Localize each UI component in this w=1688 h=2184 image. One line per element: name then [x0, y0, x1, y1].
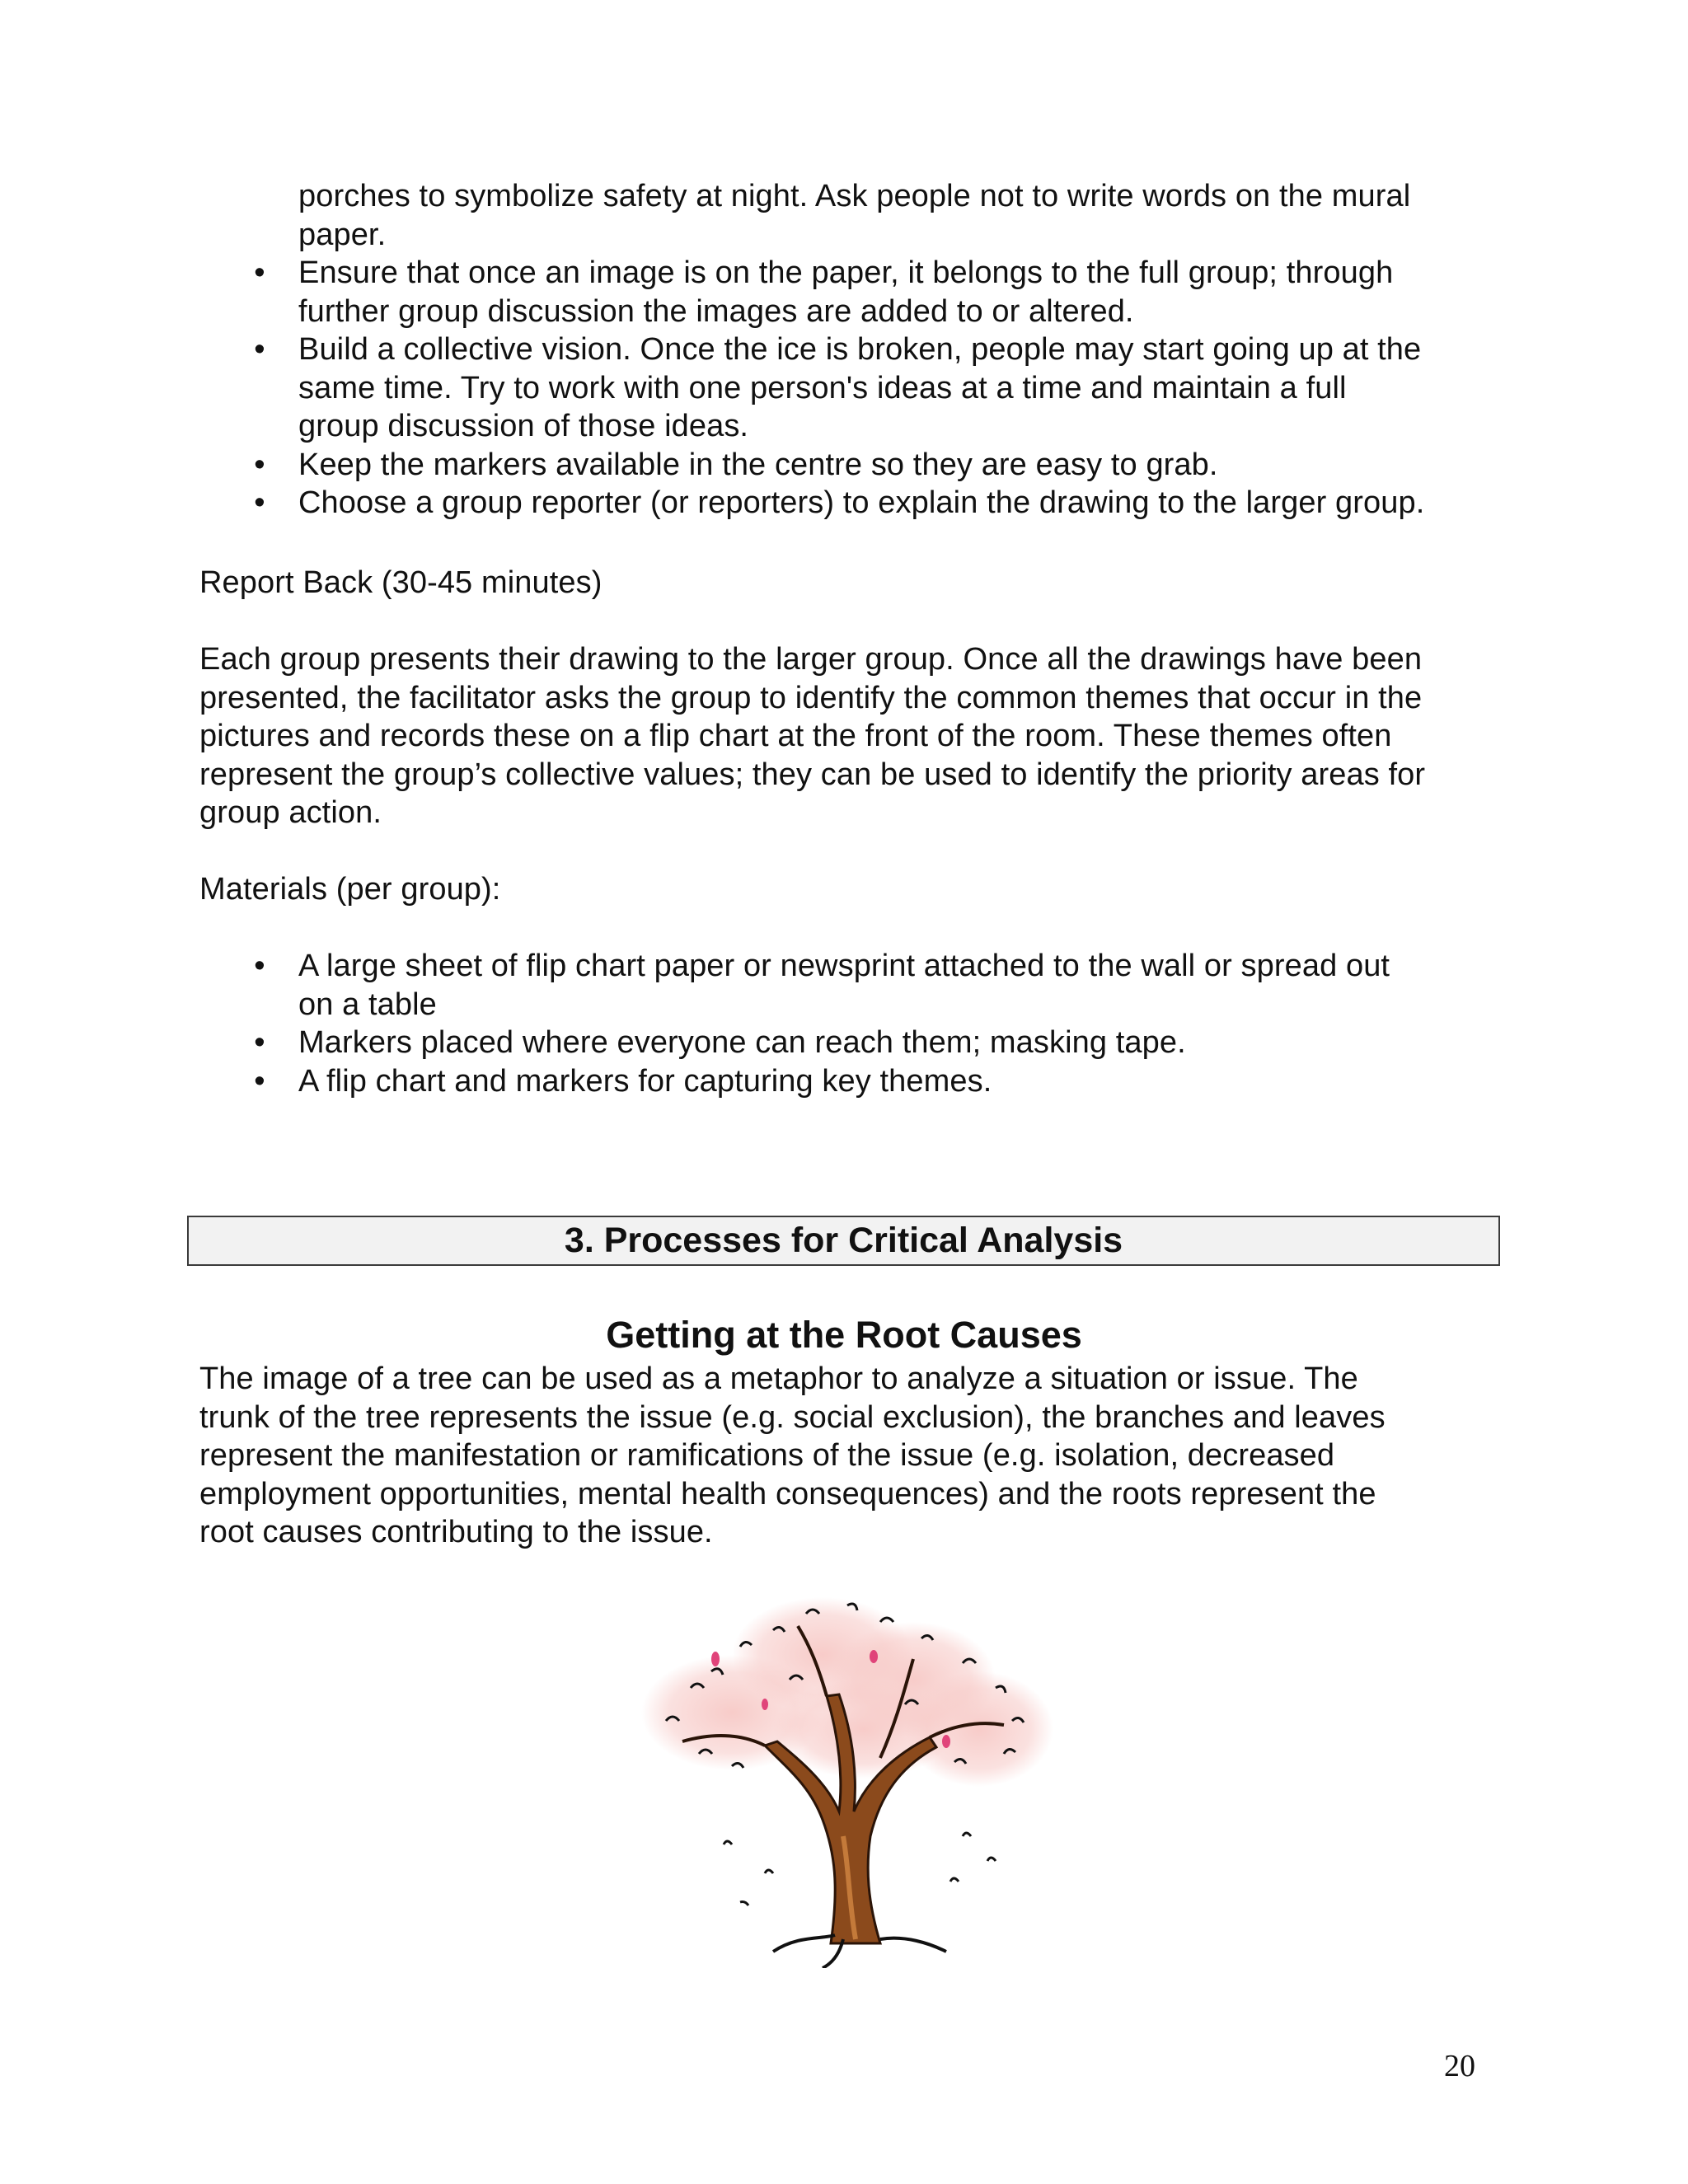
section-title: 3. Processes for Critical Analysis — [564, 1221, 1123, 1260]
list-item — [199, 254, 1502, 330]
intro-continuation — [298, 177, 1493, 254]
text-line: group discussion of those ideas. — [298, 409, 749, 443]
section-title-box — [187, 1216, 1500, 1266]
text-line: A large sheet of flip chart paper or newsprint attached to the wall or spread out — [298, 949, 1390, 983]
blossom-tree-illustration — [633, 1589, 1062, 1968]
list-item — [199, 446, 1502, 485]
page-number: 20 — [1444, 2049, 1475, 2083]
text-line: A flip chart and markers for capturing key themes. — [298, 1063, 992, 1099]
text-line: employment opportunities, mental health consequences) and the roots represent the — [199, 1476, 1376, 1511]
list-item — [199, 947, 1502, 1024]
text-line: presented, the facilitator asks the group to identify the common themes that occur in the — [199, 680, 1423, 715]
text-line: represent the manifestation or ramifications of the issue (e.g. isolation, decreased — [199, 1438, 1335, 1473]
materials-heading: Materials (per group): — [199, 872, 501, 907]
text-line: Build a collective vision. Once the ice is broken, people may start going up at the — [298, 332, 1422, 367]
report-back-heading: Report Back (30-45 minutes) — [199, 565, 603, 600]
text-line: group action. — [199, 795, 382, 830]
text-line: same time. Try to work with one person's ideas at a time and maintain a full — [298, 370, 1347, 405]
bullet-icon: • — [254, 949, 265, 983]
text-line: on a table — [298, 987, 437, 1022]
text-line: The image of a tree can be used as a metaphor to analyze a situation or issue. The — [199, 1361, 1358, 1396]
bullet-icon: • — [254, 447, 265, 482]
text-line: further group discussion the images are added to or altered. — [298, 293, 1134, 329]
materials-bullet-list — [199, 947, 1502, 1100]
instructions-bullet-list — [199, 254, 1502, 523]
list-item — [199, 1062, 1502, 1101]
text-line: pictures and records these on a flip chart at the front of the room. These themes often — [199, 719, 1392, 753]
list-item — [199, 484, 1502, 523]
bullet-icon: • — [254, 332, 265, 367]
bullet-icon: • — [254, 255, 265, 290]
text-line: paper. — [298, 217, 387, 252]
text-line: Ensure that once an image is on the paper, it belongs to the full group; through — [298, 255, 1394, 290]
text-line: trunk of the tree represents the issue (e.g. social exclusion), the branches and leaves — [199, 1399, 1386, 1435]
text-line: Choose a group reporter (or reporters) to explain the drawing to the larger group. — [298, 485, 1425, 520]
text-line: represent the group’s collective values; they can be used to identify the priority areas for — [199, 757, 1426, 792]
bullet-icon: • — [254, 1063, 265, 1099]
text-line: porches to symbolize safety at night. Ask people not to write words on the mural — [298, 179, 1411, 213]
report-back-paragraph — [199, 640, 1502, 832]
subheading: Getting at the Root Causes — [606, 1314, 1082, 1356]
bullet-icon: • — [254, 485, 265, 520]
text-line: Each group presents their drawing to the larger group. Once all the drawings have been — [199, 642, 1423, 677]
text-line: Markers placed where everyone can reach them; masking tape. — [298, 1025, 1186, 1060]
text-line: root causes contributing to the issue. — [199, 1515, 713, 1549]
text-line: Keep the markers available in the centre so they are easy to grab. — [298, 447, 1218, 482]
bullet-icon: • — [254, 1025, 265, 1060]
root-causes-paragraph — [199, 1360, 1502, 1552]
list-item — [199, 1024, 1502, 1062]
list-item — [199, 330, 1502, 446]
